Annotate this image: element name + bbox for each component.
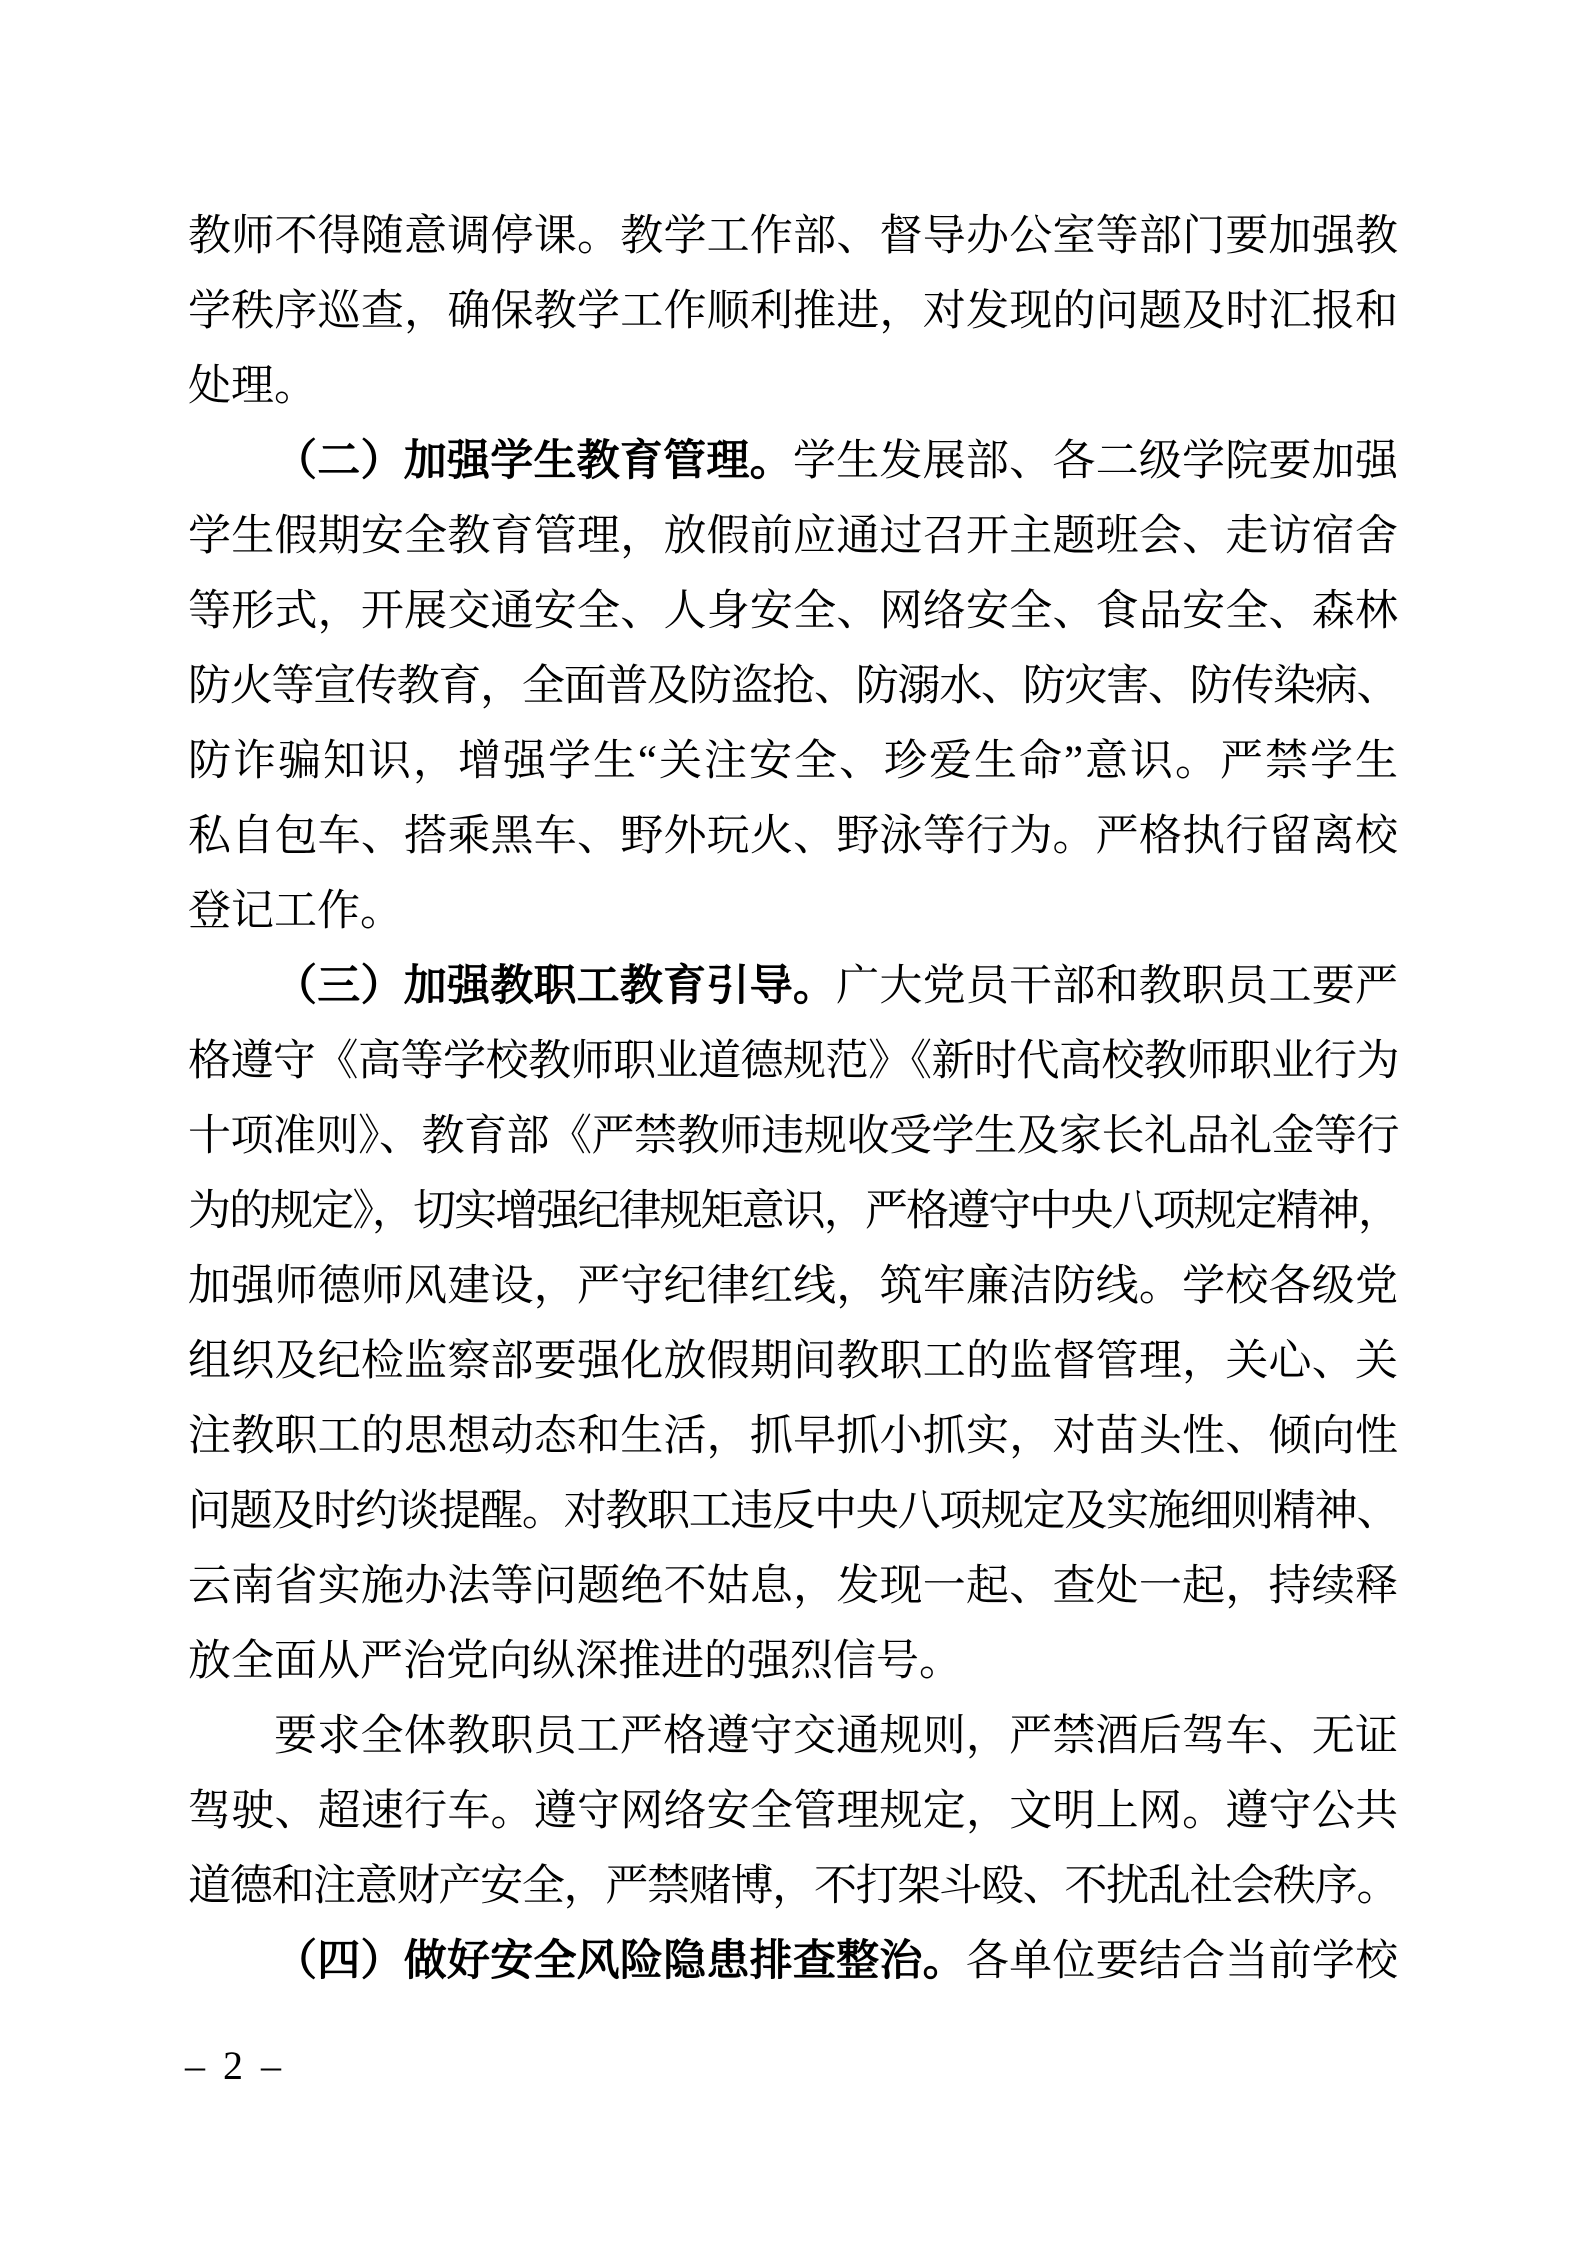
- text-line-19: 云南省实施办法等问题绝不姑息，发现一起、查处一起，持续释: [188, 1563, 1398, 1610]
- text-line-20: 放全面从严治党向纵深推进的强烈信号。: [188, 1638, 962, 1685]
- text-line-9: 私自包车、搭乘黑车、野外玩火、野泳等行为。严格执行留离校: [188, 813, 1398, 860]
- text-line-12: 格遵守《高等学校教师职业道德规范》《新时代高校教师职业行为: [188, 1038, 1398, 1085]
- text-line-4: （二）加强学生教育管理。学生发展部、各二级学院要加强: [274, 438, 1398, 485]
- text-line-6: 等形式，开展交通安全、人身安全、网络安全、食品安全、森林: [188, 588, 1398, 635]
- text-line-15: 加强师德师风建设，严守纪律红线，筑牢廉洁防线。学校各级党: [188, 1263, 1398, 1310]
- text-line-5: 学生假期安全教育管理，放假前应通过召开主题班会、走访宿舍: [188, 513, 1398, 560]
- section-heading: （四）做好安全风险隐患排查整治。: [274, 1938, 966, 1985]
- text-line-1: 教师不得随意调停课。教学工作部、督导办公室等部门要加强教: [188, 213, 1398, 260]
- text-line-10: 登记工作。: [188, 888, 403, 935]
- text-line-18: 问题及时约谈提醒。对教职工违反中央八项规定及实施细则精神、: [188, 1488, 1398, 1535]
- document-body: [188, 199, 1398, 1999]
- text-line-2: 学秩序巡查，确保教学工作顺利推进，对发现的问题及时汇报和: [188, 288, 1398, 335]
- text-line-7: 防火等宣传教育，全面普及防盗抢、防溺水、防灾害、防传染病、: [188, 663, 1398, 710]
- section-heading: （三）加强教职工教育引导。: [274, 963, 837, 1010]
- text-line-16: 组织及纪检监察部要强化放假期间教职工的监督管理，关心、关: [188, 1338, 1398, 1385]
- section-heading: （二）加强学生教育管理。: [274, 438, 793, 485]
- text-line-24: （四）做好安全风险隐患排查整治。各单位要结合当前学校: [274, 1938, 1398, 1985]
- text-line-14: 为的规定》，切实增强纪律规矩意识，严格遵守中央八项规定精神，: [188, 1188, 1398, 1235]
- text-line-11: （三）加强教职工教育引导。广大党员干部和教职员工要严: [274, 963, 1398, 1010]
- text-line-17: 注教职工的思想动态和生活，抓早抓小抓实，对苗头性、倾向性: [188, 1413, 1398, 1460]
- text-line-3: 处理。: [188, 363, 317, 410]
- text-line-23: 道德和注意财产安全，严禁赌博，不打架斗殴、不扰乱社会秩序。: [188, 1863, 1398, 1910]
- text-line-8: 防诈骗知识，增强学生“关注安全、珍爱生命”意识。严禁学生: [188, 738, 1398, 785]
- page-number: – 2 –: [185, 2043, 285, 2088]
- text-line-21: 要求全体教职员工严格遵守交通规则，严禁酒后驾车、无证: [274, 1713, 1398, 1760]
- text-line-22: 驾驶、超速行车。遵守网络安全管理规定，文明上网。遵守公共: [188, 1788, 1398, 1835]
- text-line-13: 十项准则》、教育部《严禁教师违规收受学生及家长礼品礼金等行: [188, 1113, 1398, 1160]
